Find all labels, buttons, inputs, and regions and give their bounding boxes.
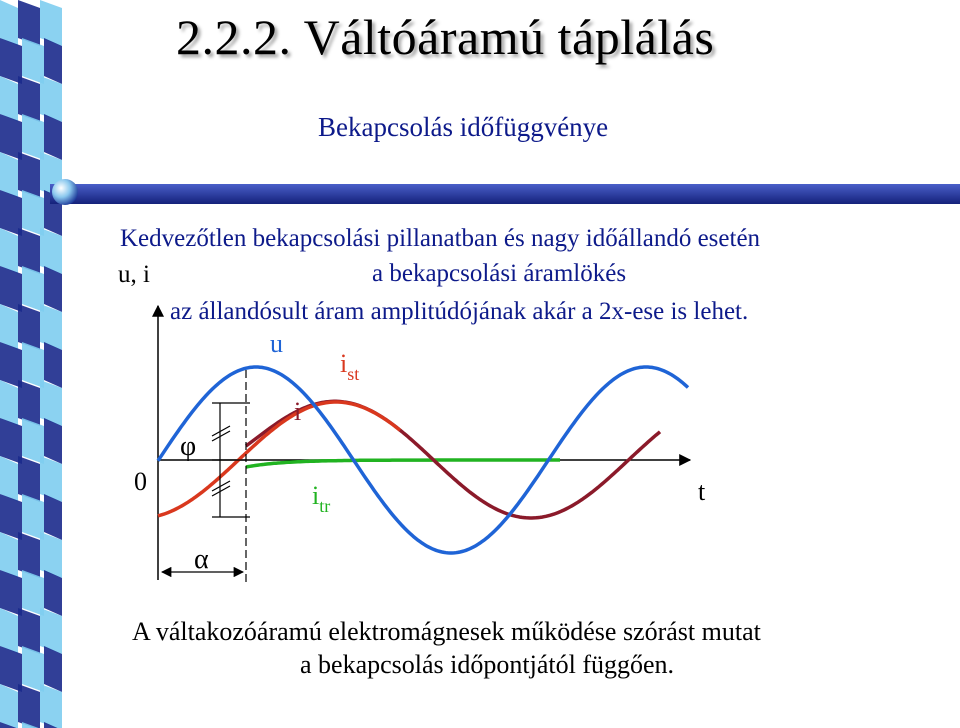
hatch-marks: [212, 426, 230, 496]
footer-line-1: A váltakozóáramú elektromágnesek működése szórást mutat: [132, 617, 761, 646]
i-tr-label: $i_{tr}$: [312, 481, 331, 516]
i-st-label: $i_{st}$: [340, 349, 360, 384]
y-axis-label: u, i: [118, 261, 150, 288]
phi-label: φ: [180, 431, 197, 462]
i-tr-curve: [246, 460, 560, 467]
u-label: u: [270, 329, 283, 358]
footer-line-2: a bekapcsolás időpontjától függően.: [300, 650, 675, 679]
i-label: i: [294, 397, 302, 426]
text-line-2: a bekapcsolási áramlökés: [372, 260, 627, 287]
slide-subtitle: Bekapcsolás időfüggvénye: [318, 112, 609, 142]
slide-title: 2.2.2. Váltóáramú táplálás: [176, 9, 715, 65]
origin-label: 0: [134, 467, 147, 496]
text-line-1: Kedvezőtlen bekapcsolási pillanatban és nagy időállandó esetén: [120, 225, 761, 252]
alpha-label: α: [194, 544, 209, 575]
text-line-3: az állandósult áram amplitúdójának akár a 2x-ese is lehet.: [170, 298, 749, 325]
t-axis-label: t: [698, 477, 706, 506]
